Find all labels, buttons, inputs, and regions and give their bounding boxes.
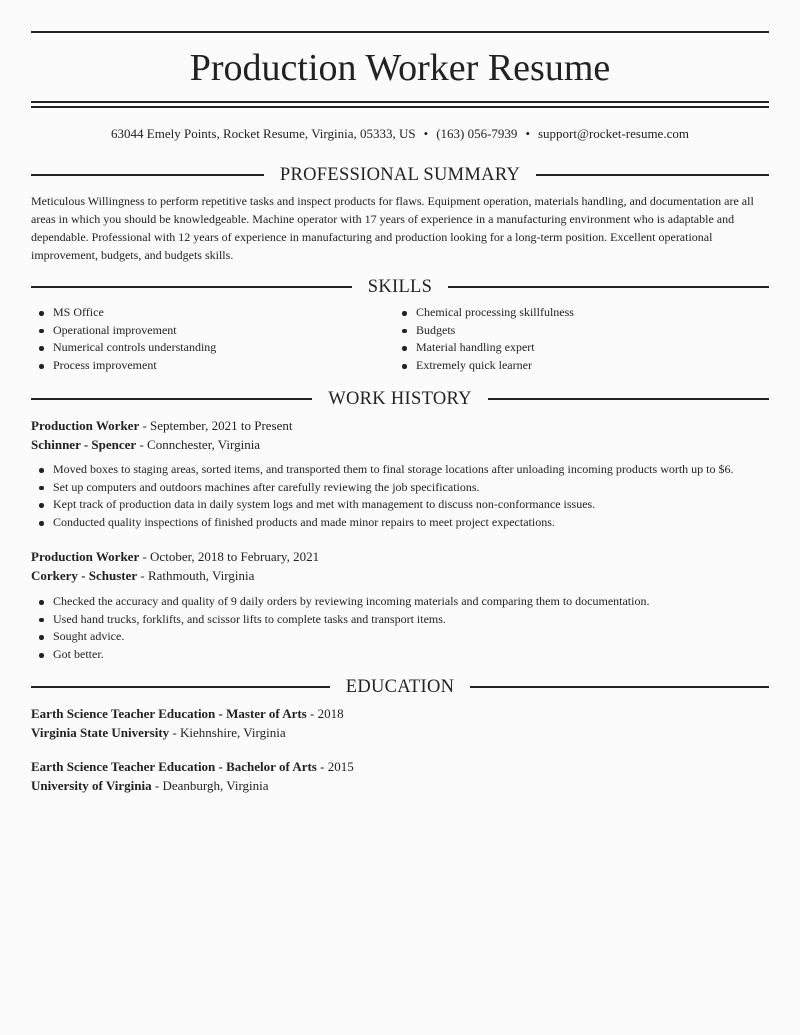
skill-item: MS Office (31, 304, 216, 322)
section-education-header (31, 675, 769, 699)
section-summary-header (31, 163, 769, 187)
education-location: - Kiehnshire, Virginia (169, 725, 286, 740)
skill-item: Operational improvement (31, 322, 216, 340)
skills-list-left (31, 304, 216, 375)
education-school: University of Virginia (31, 778, 152, 793)
section-work-title: WORK HISTORY (328, 389, 472, 409)
contact-separator: • (525, 126, 530, 141)
job-location: - Rathmouth, Virginia (137, 568, 255, 583)
contact-line (31, 126, 769, 142)
section-rule-right (470, 686, 769, 688)
section-education-title: EDUCATION (345, 677, 455, 697)
section-rule-left (31, 286, 352, 288)
job-location: - Connchester, Virginia (136, 437, 261, 452)
education-school-line (31, 777, 269, 794)
job-employer: Corkery - Schuster (31, 568, 138, 583)
education-degree-line (31, 705, 344, 722)
skills-list-right (394, 304, 574, 375)
job-bullets (31, 461, 769, 532)
job-title-line (31, 417, 293, 434)
education-school-line (31, 724, 286, 741)
section-skills-title: SKILLS (367, 277, 433, 297)
contact-separator: • (423, 126, 429, 141)
job-bullet: Used hand trucks, forklifts, and scissor lifts to complete tasks and transport items. (31, 611, 769, 629)
job-bullet: Moved boxes to staging areas, sorted items, and transported them to final storage locations after unloading incoming products worth up to $6. (31, 461, 769, 479)
section-summary-title: PROFESSIONAL SUMMARY (279, 165, 521, 185)
job-bullet: Kept track of production data in daily system logs and met with management to discuss non-conformance issues. (31, 496, 769, 514)
section-rule-left (31, 398, 312, 400)
skill-item: Extremely quick learner (394, 357, 574, 375)
skill-item: Chemical processing skillfulness (394, 304, 574, 322)
job-employer-line (31, 567, 254, 584)
education-degree-line (31, 758, 354, 775)
contact-phone: (163) 056-7939 (436, 126, 518, 141)
summary-text: Meticulous Willingness to perform repetitive tasks and inspect products for flaws. Equipment operation, materials handling, and documentation are all areas in which you should be knowledgeable. Machine operator with 17 years of experience in a manufacturing environment who is adaptable and dependable. Professional with 12 years of experience in manufacturing and production looking for a long-term position. Excellent operational improvement, budgets, and budgets skills. (31, 194, 754, 262)
job-dates: - September, 2021 to Present (139, 418, 293, 433)
section-rule-left (31, 174, 264, 176)
job-employer-line (31, 436, 260, 453)
section-rule-left (31, 686, 330, 688)
title-rule-lower (31, 106, 769, 108)
job-bullet: Sought advice. (31, 628, 769, 646)
contact-address: 63044 Emely Points, Rocket Resume, Virginia, 05333, US (111, 126, 416, 141)
education-degree: Earth Science Teacher Education - Master of Arts (31, 706, 307, 721)
section-rule-right (448, 286, 769, 288)
skill-item: Numerical controls understanding (31, 339, 216, 357)
skill-item: Process improvement (31, 357, 216, 375)
section-skills-header (31, 275, 769, 299)
contact-email: support@rocket-resume.com (538, 126, 689, 141)
education-degree: Earth Science Teacher Education - Bachelor of Arts (31, 759, 317, 774)
job-employer: Schinner - Spencer (31, 437, 137, 452)
resume-title: Production Worker Resume (189, 47, 611, 89)
top-rule (31, 31, 769, 33)
job-title-line (31, 548, 319, 565)
skill-item: Budgets (394, 322, 574, 340)
education-year: - 2015 (316, 759, 354, 774)
education-location: - Deanburgh, Virginia (151, 778, 269, 793)
job-bullets (31, 593, 769, 664)
section-work-header (31, 387, 769, 411)
job-title: Production Worker (31, 549, 140, 564)
education-year: - 2018 (306, 706, 344, 721)
job-bullet: Set up computers and outdoors machines after carefully reviewing the job specifications. (31, 479, 769, 497)
section-rule-right (488, 398, 769, 400)
job-title: Production Worker (31, 418, 140, 433)
education-school: Virginia State University (31, 725, 170, 740)
title-rule-upper (31, 101, 769, 103)
job-bullet: Got better. (31, 646, 769, 664)
job-dates: - October, 2018 to February, 2021 (139, 549, 320, 564)
job-bullet: Checked the accuracy and quality of 9 daily orders by reviewing incoming materials and comparing them to documentation. (31, 593, 769, 611)
section-rule-right (536, 174, 769, 176)
skill-item: Material handling expert (394, 339, 574, 357)
job-bullet: Conducted quality inspections of finished products and made minor repairs to meet project expectations. (31, 514, 769, 532)
